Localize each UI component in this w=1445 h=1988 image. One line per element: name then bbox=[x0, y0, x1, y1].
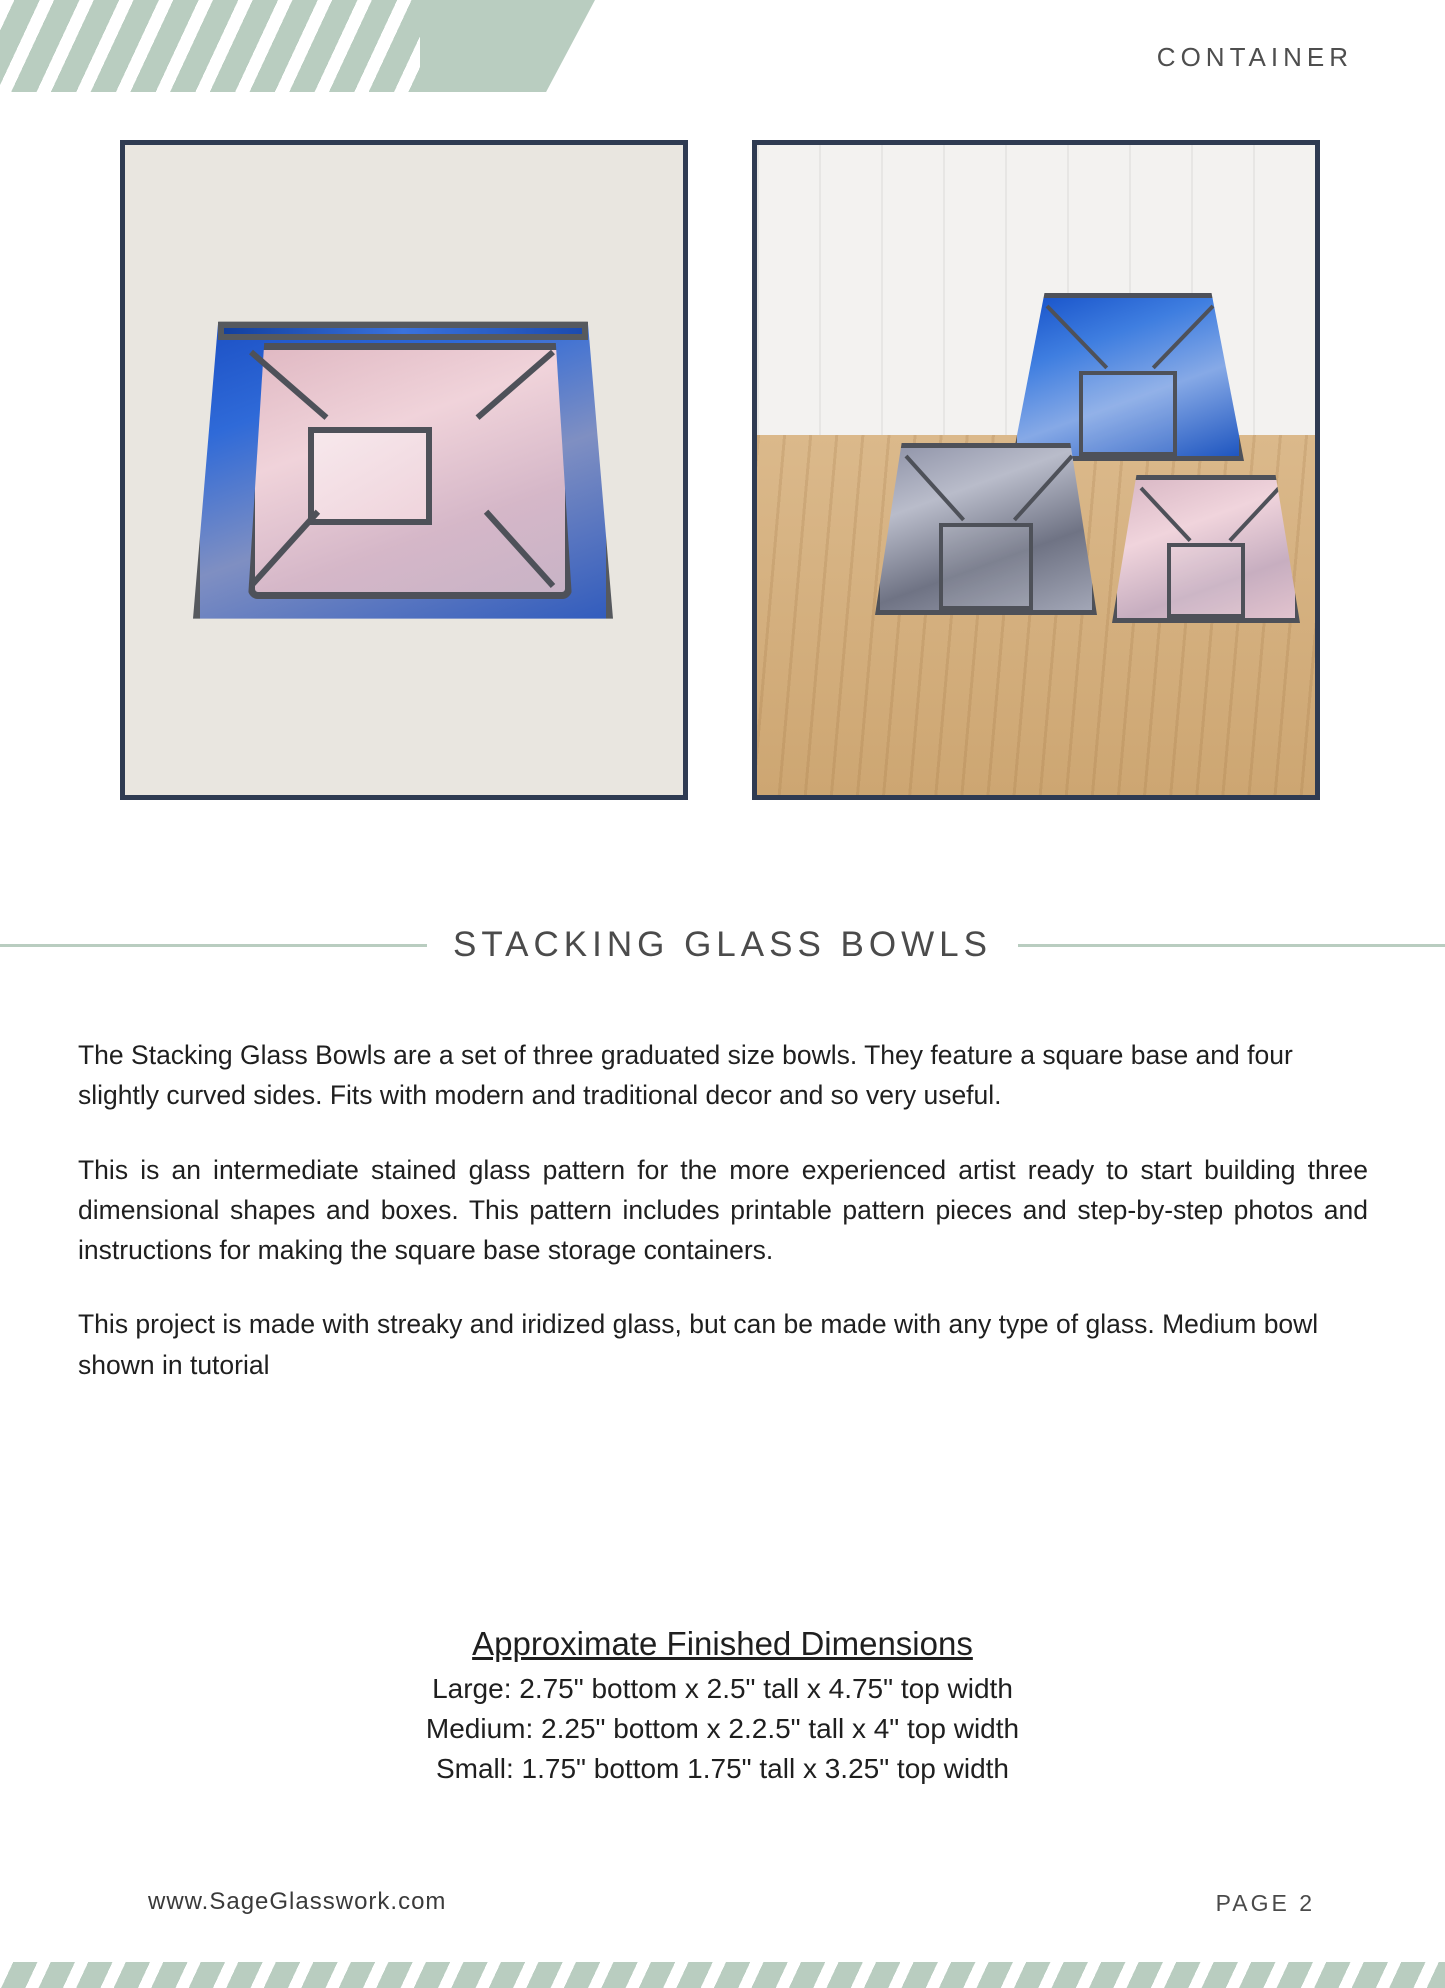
footer-website-url: www.SageGlasswork.com bbox=[148, 1888, 447, 1915]
bowl-seam bbox=[1228, 487, 1280, 542]
header-diagonal-lines bbox=[0, 0, 420, 92]
title-rule-left bbox=[0, 944, 427, 947]
bowl-seam bbox=[905, 455, 966, 522]
glass-bowl-illustration-large bbox=[193, 315, 613, 645]
title-rule-right bbox=[1018, 944, 1445, 947]
dimensions-small: Small: 1.75" bottom 1.75" tall x 3.25" top width bbox=[435, 1752, 1009, 1784]
page-title-row bbox=[0, 915, 1445, 975]
finished-dimensions-section bbox=[0, 1625, 1445, 1788]
glass-bowl-pink bbox=[1112, 475, 1300, 623]
bowl-seam bbox=[1140, 487, 1192, 542]
bowl-inner-base bbox=[308, 427, 432, 525]
bowl-outer-rim bbox=[218, 322, 588, 340]
product-photo-set-of-three bbox=[752, 140, 1320, 800]
bowl-base-panel bbox=[1079, 371, 1177, 456]
glass-bowl-blue bbox=[1012, 293, 1244, 461]
bowl-seam bbox=[1013, 455, 1074, 522]
header-stripe-decoration bbox=[0, 0, 740, 92]
footer-page-number: PAGE 2 bbox=[1215, 1890, 1315, 1916]
page-footer bbox=[0, 1888, 1445, 1928]
bowl-seam bbox=[1046, 305, 1109, 370]
description-paragraph-3: This project is made with streaky and iridized glass, but can be made with any type of glass. Medium bowl shown in tutorial bbox=[78, 1309, 1319, 1380]
bowl-base-panel bbox=[939, 523, 1032, 610]
dimensions-large: Large: 2.75" bottom x 2.5" tall x 4.75" top width bbox=[432, 1673, 1013, 1704]
page-header bbox=[0, 0, 1445, 95]
product-photo-gallery bbox=[120, 140, 1320, 800]
page-title: STACKING GLASS BOWLS bbox=[453, 925, 992, 964]
glass-bowl-grey bbox=[875, 443, 1097, 615]
dimensions-heading: Approximate Finished Dimensions bbox=[472, 1625, 973, 1662]
product-photo-top-view bbox=[120, 140, 688, 800]
description-paragraph-2: This is an intermediate stained glass pattern for the more experienced artist ready to start building three dimensional shapes and boxes. This pattern includes printable pattern pieces and step-by-step photos and instructions for making the square base storage containers. bbox=[78, 1154, 1368, 1266]
dimensions-medium: Medium: 2.25" bottom x 2.2.5" tall x 4" top width bbox=[425, 1712, 1020, 1744]
description-body bbox=[78, 1035, 1368, 1419]
bowl-seam bbox=[1152, 305, 1215, 370]
header-category-label: CONTAINER bbox=[1156, 42, 1353, 72]
footer-stripe-decoration bbox=[0, 1962, 1445, 1988]
bowl-base-panel bbox=[1167, 543, 1245, 618]
description-paragraph-1: The Stacking Glass Bowls are a set of three graduated size bowls. They feature a square base and four slightly curved sides. Fits with modern and traditional decor and so very useful. bbox=[78, 1040, 1293, 1111]
